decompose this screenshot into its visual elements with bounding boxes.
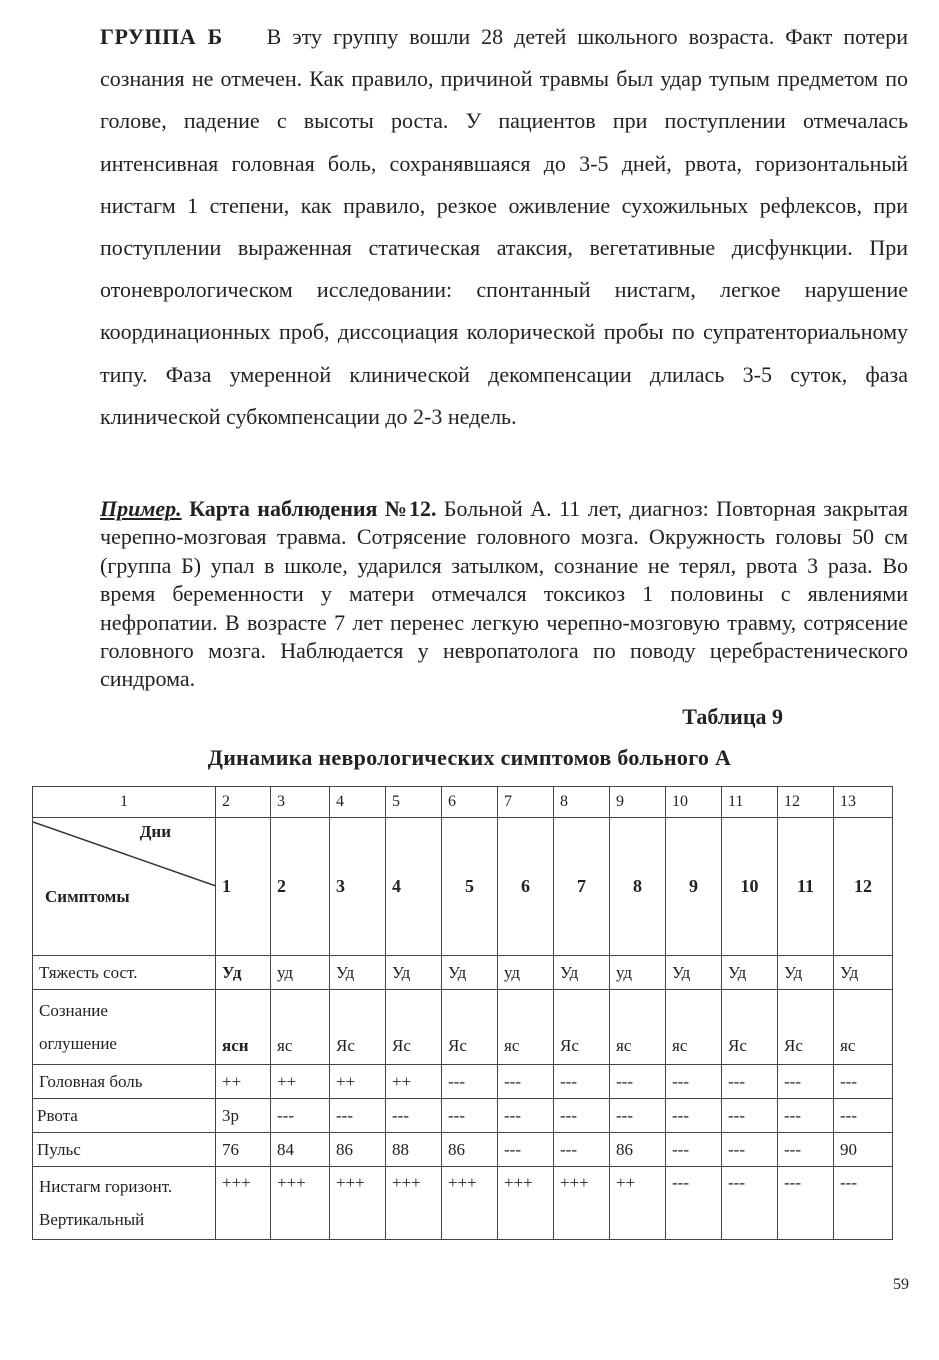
symptom-label: Головная боль <box>33 1065 216 1099</box>
day-cell: 10 <box>722 818 778 956</box>
value-cell: +++ <box>442 1167 498 1240</box>
value-cell: --- <box>330 1099 386 1133</box>
value-cell: ясн <box>216 990 271 1065</box>
value-cell: --- <box>554 1065 610 1099</box>
table-row <box>33 1167 893 1240</box>
value-cell: яс <box>498 990 554 1065</box>
col-number-cell: 13 <box>834 787 893 818</box>
value-cell: --- <box>610 1099 666 1133</box>
value-cell: ++ <box>216 1065 271 1099</box>
value-cell: --- <box>610 1065 666 1099</box>
value-cell: Яс <box>554 990 610 1065</box>
value-cell: --- <box>666 1099 722 1133</box>
value-cell: уд <box>271 956 330 990</box>
value-cell: яс <box>610 990 666 1065</box>
value-cell: 76 <box>216 1133 271 1167</box>
example-label: Пример. <box>100 496 182 521</box>
col-number-cell: 12 <box>778 787 834 818</box>
value-cell: 86 <box>330 1133 386 1167</box>
value-cell: Яс <box>722 990 778 1065</box>
value-cell: яс <box>271 990 330 1065</box>
value-cell: ++ <box>386 1065 442 1099</box>
symptoms-label: Симптомы <box>45 887 130 906</box>
value-cell: 86 <box>610 1133 666 1167</box>
value-cell: --- <box>554 1099 610 1133</box>
value-cell: +++ <box>330 1167 386 1240</box>
table-row <box>33 1133 893 1167</box>
example-paragraph <box>100 495 908 694</box>
card-label: Карта наблюдения №12. <box>189 496 437 521</box>
table-row <box>33 956 893 990</box>
value-cell: --- <box>666 1133 722 1167</box>
day-cell: 12 <box>834 818 893 956</box>
value-cell: Уд <box>834 956 893 990</box>
group-heading: ГРУППА Б <box>100 24 223 49</box>
day-cell: 9 <box>666 818 722 956</box>
col-number-cell: 2 <box>216 787 271 818</box>
value-cell: --- <box>834 1065 893 1099</box>
value-cell: +++ <box>498 1167 554 1240</box>
table-number: Таблица 9 <box>682 704 783 729</box>
value-cell: --- <box>386 1099 442 1133</box>
symptom-label-line2: оглушение <box>39 1034 117 1053</box>
value-cell: +++ <box>386 1167 442 1240</box>
value-cell: +++ <box>216 1167 271 1240</box>
value-cell: --- <box>498 1133 554 1167</box>
table-row <box>33 1065 893 1099</box>
value-cell: --- <box>778 1099 834 1133</box>
group-text: В эту группу вошли 28 детей школьного возраста. Факт потери сознания не отмечен. Как правило, причиной травмы был удар тупым предметом по голове, падение с высоты роста. У пациентов при поступлении отмечалась интенсивная головная боль, сохранявшаяся до 3-5 дней, рвота, горизонтальный нистагм 1 степени, как правило, резкое оживление сухожильных рефлексов, при поступлении выраженная статическая атаксия, вегетативные дисфункции. При отоневрологическом исследовании: спонтанный нистагм, легкое нарушение координационных проб, диссоциация колорической пробы по супратенториальному типу. Фаза умеренной клинической декомпенсации длилась 3-5 суток, фаза клинической субкомпенсации до 2-3 недель. <box>100 24 908 429</box>
col-number-cell: 10 <box>666 787 722 818</box>
value-cell: --- <box>554 1133 610 1167</box>
page-number: 59 <box>893 1276 909 1293</box>
day-cell: 3 <box>330 818 386 956</box>
value-cell: --- <box>834 1099 893 1133</box>
day-cell: 8 <box>610 818 666 956</box>
value-cell: Уд <box>216 956 271 990</box>
value-cell: --- <box>722 1065 778 1099</box>
days-row <box>33 818 893 956</box>
group-b-paragraph <box>100 16 908 438</box>
symptom-label-line2: Вертикальный <box>39 1210 145 1229</box>
col-number-cell: 7 <box>498 787 554 818</box>
value-cell: Яс <box>386 990 442 1065</box>
col-number-cell: 9 <box>610 787 666 818</box>
col-number-cell: 11 <box>722 787 778 818</box>
value-cell: Уд <box>722 956 778 990</box>
value-cell: --- <box>442 1065 498 1099</box>
col-number-cell: 8 <box>554 787 610 818</box>
value-cell: --- <box>722 1133 778 1167</box>
value-cell: ++ <box>610 1167 666 1240</box>
value-cell: --- <box>498 1065 554 1099</box>
table-title: Динамика неврологических симптомов больного А <box>207 745 732 770</box>
value-cell: яс <box>834 990 893 1065</box>
table-row <box>33 1099 893 1133</box>
symptom-label: Пульс <box>33 1133 216 1167</box>
day-cell: 7 <box>554 818 610 956</box>
day-cell: 4 <box>386 818 442 956</box>
day-cell: 5 <box>442 818 498 956</box>
col-number-cell: 4 <box>330 787 386 818</box>
value-cell: --- <box>778 1167 834 1240</box>
value-cell: 3р <box>216 1099 271 1133</box>
symptom-label <box>33 990 216 1065</box>
value-cell: ++ <box>271 1065 330 1099</box>
value-cell: Яс <box>778 990 834 1065</box>
diagonal-header-cell <box>33 818 216 956</box>
symptoms-table <box>32 786 893 1240</box>
value-cell: --- <box>722 1167 778 1240</box>
value-cell: 86 <box>442 1133 498 1167</box>
symptom-label: Тяжесть сост. <box>33 956 216 990</box>
col-number-cell: 3 <box>271 787 330 818</box>
value-cell: --- <box>834 1167 893 1240</box>
value-cell: яс <box>666 990 722 1065</box>
value-cell: Уд <box>442 956 498 990</box>
day-cell: 2 <box>271 818 330 956</box>
value-cell: 88 <box>386 1133 442 1167</box>
value-cell: --- <box>666 1167 722 1240</box>
value-cell: Уд <box>666 956 722 990</box>
value-cell: --- <box>778 1133 834 1167</box>
value-cell: Уд <box>554 956 610 990</box>
symptom-label-line1: Нистагм горизонт. <box>39 1177 173 1196</box>
value-cell: Уд <box>778 956 834 990</box>
col-number-cell: 5 <box>386 787 442 818</box>
symptom-label <box>33 1167 216 1240</box>
value-cell: --- <box>498 1099 554 1133</box>
value-cell: --- <box>442 1099 498 1133</box>
value-cell: 90 <box>834 1133 893 1167</box>
value-cell: Уд <box>330 956 386 990</box>
value-cell: --- <box>271 1099 330 1133</box>
symptom-label-line1: Сознание <box>39 1001 108 1020</box>
column-number-row <box>33 787 893 818</box>
col-number-cell: 1 <box>33 787 216 818</box>
symptom-label: Рвота <box>33 1099 216 1133</box>
table-row <box>33 990 893 1065</box>
value-cell: +++ <box>271 1167 330 1240</box>
value-cell: 84 <box>271 1133 330 1167</box>
value-cell: +++ <box>554 1167 610 1240</box>
example-text: Больной А. 11 лет, диагноз: Повторная закрытая черепно-мозговая травма. Сотрясение головного мозга. Окружность головы 50 см (группа Б) упал в школе, ударился затылком, сознание не терял, рвота 3 раза. Во время беременности у матери отмечался токсикоз 1 половины с явлениями нефропатии. В возрасте 7 лет перенес легкую черепно-мозговую травму, сотрясение головного мозга. Наблюдается у невропатолога по поводу церебрастенического синдрома. <box>100 496 908 692</box>
value-cell: Яс <box>442 990 498 1065</box>
col-number-cell: 6 <box>442 787 498 818</box>
value-cell: --- <box>778 1065 834 1099</box>
value-cell: --- <box>722 1099 778 1133</box>
value-cell: Уд <box>386 956 442 990</box>
value-cell: уд <box>498 956 554 990</box>
day-cell: 1 <box>216 818 271 956</box>
value-cell: ++ <box>330 1065 386 1099</box>
value-cell: Яс <box>330 990 386 1065</box>
day-cell: 6 <box>498 818 554 956</box>
value-cell: --- <box>666 1065 722 1099</box>
days-label: Дни <box>139 822 171 841</box>
value-cell: уд <box>610 956 666 990</box>
day-cell: 11 <box>778 818 834 956</box>
